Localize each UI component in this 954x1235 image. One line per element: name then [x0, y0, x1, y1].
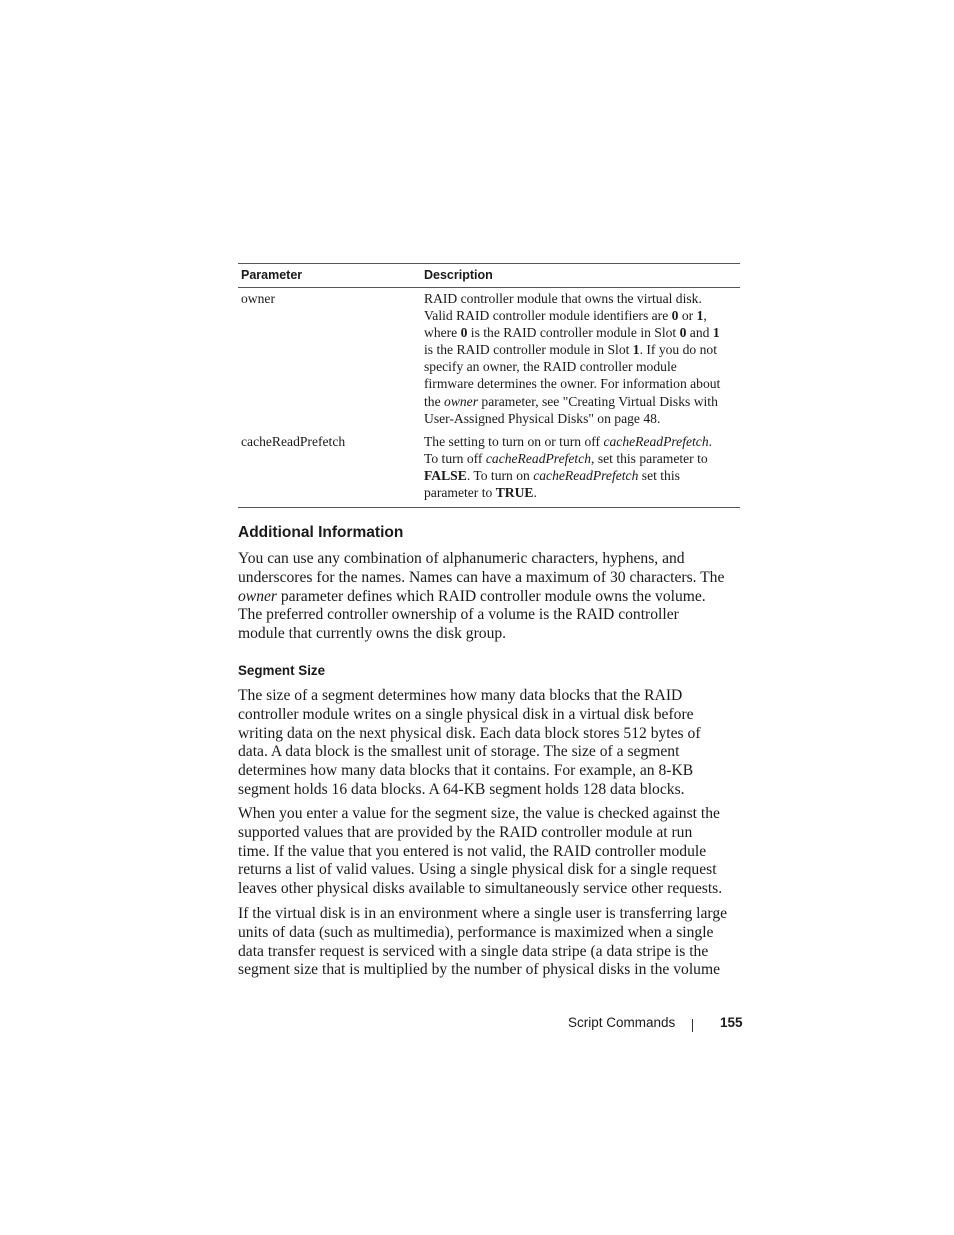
text-run: 0 — [460, 325, 468, 341]
param-name: cacheReadPrefetch — [238, 427, 421, 508]
text-run: controller module writes on a single physical disk in a virtual disk before — [238, 705, 694, 723]
text-run: the — [424, 393, 445, 409]
text-run: supported values that are provided by the RAID controller module at run — [238, 823, 693, 841]
text-run: 0 — [671, 308, 679, 324]
footer-section-title: Script Commands — [568, 1015, 676, 1030]
additional-information-heading: Additional Information — [238, 524, 404, 541]
text-run: The preferred controller ownership of a volume is the RAID controller — [238, 606, 679, 624]
text-run: . If you do not — [639, 342, 717, 358]
text-run: specify an owner, the RAID controller module — [424, 359, 677, 375]
text-line — [424, 410, 740, 427]
text-line — [424, 358, 740, 375]
text-line — [238, 924, 743, 943]
page-number: 155 — [720, 1015, 743, 1030]
segment-size-paragraph-1 — [238, 687, 743, 800]
segment-size-paragraph-2 — [238, 805, 743, 899]
text-run: parameter defines which RAID controller module owns the volume. — [276, 587, 706, 605]
text-line — [238, 861, 743, 880]
text-run: returns a list of valid values. Using a single physical disk for a single request — [238, 861, 717, 879]
text-run: is the RAID controller module in Slot — [424, 342, 633, 358]
text-run: User-Assigned Physical Disks" on page 48. — [424, 410, 661, 426]
text-line — [238, 706, 743, 725]
text-line — [238, 880, 743, 899]
param-name: owner — [241, 291, 275, 306]
text-run: data. A data block is the smallest unit of storage. The size of a segment — [238, 743, 680, 761]
text-run: , set this parameter to — [591, 450, 708, 466]
text-run: parameter, see "Creating Virtual Disks with — [478, 393, 718, 409]
text-run: Valid RAID controller module identifiers are — [424, 308, 672, 324]
text-run: The setting to turn on or turn off — [424, 433, 604, 449]
text-run: The size of a segment determines how many data blocks that the RAID — [238, 687, 683, 704]
text-run: cacheReadPrefetch — [603, 433, 709, 449]
text-run: writing data on the next physical disk. Each data block stores 512 bytes of — [238, 724, 701, 742]
text-run: time. If the value that you entered is not valid, the RAID controller module — [238, 842, 707, 860]
text-run: parameter to — [424, 485, 496, 501]
text-run: 1 — [632, 342, 640, 358]
text-run: RAID controller module that owns the virtual disk. — [424, 291, 702, 306]
text-line — [238, 905, 743, 924]
table-row — [238, 427, 740, 508]
text-line — [238, 781, 743, 800]
text-run: You can use any combination of alphanumeric characters, hyphens, and — [238, 550, 685, 567]
header-parameter: Parameter — [238, 264, 421, 288]
text-line — [424, 324, 740, 341]
text-run: cacheReadPrefetch — [533, 467, 639, 483]
footer-divider — [692, 1019, 693, 1032]
text-run: leaves other physical disks available to simultaneously service other requests. — [238, 880, 723, 898]
text-line — [238, 743, 743, 762]
text-line — [424, 307, 740, 324]
text-run: is the RAID controller module in Slot — [467, 325, 680, 341]
text-line — [238, 569, 743, 588]
text-line — [424, 290, 740, 307]
text-run: If the virtual disk is in an environment where a single user is transferring large — [238, 905, 728, 922]
text-run: . — [533, 485, 537, 501]
text-line — [238, 725, 743, 744]
text-run: 1 — [696, 308, 704, 324]
text-line — [424, 450, 740, 467]
text-line — [238, 843, 743, 862]
text-run: cacheReadPrefetch — [485, 450, 592, 466]
table-header-row — [238, 264, 740, 288]
text-line — [238, 606, 743, 625]
text-run: determines how many data blocks that it contains. For example, an 8-KB — [238, 762, 694, 780]
param-description — [421, 427, 740, 508]
segment-size-heading: Segment Size — [238, 663, 326, 678]
text-run: 1 — [712, 325, 720, 341]
text-line — [238, 824, 743, 843]
text-run: set this — [638, 467, 680, 483]
additional-information-paragraph — [238, 550, 743, 644]
text-line — [238, 550, 743, 569]
text-run: segment holds 16 data blocks. A 64-KB segment holds 128 data blocks. — [238, 780, 685, 798]
description-text — [424, 433, 740, 501]
text-line — [238, 805, 743, 824]
text-line — [238, 687, 743, 706]
text-run: where — [424, 325, 461, 341]
text-run: firmware determines the owner. For information about — [424, 376, 721, 392]
text-run: FALSE — [424, 467, 467, 483]
description-text — [424, 290, 740, 427]
text-run: . To turn on — [466, 467, 534, 483]
parameter-table — [238, 263, 740, 508]
text-run: To turn off — [424, 450, 486, 466]
text-line — [238, 588, 743, 607]
text-run: TRUE — [495, 485, 534, 501]
text-line — [424, 484, 740, 501]
table-row — [238, 288, 740, 427]
text-run: segment size that is multiplied by the number of physical disks in the volume — [238, 961, 721, 979]
text-run: and — [686, 325, 713, 341]
text-line — [424, 375, 740, 392]
text-line — [238, 943, 743, 962]
param-description — [421, 288, 740, 427]
text-run: When you enter a value for the segment size, the value is checked against the — [238, 805, 720, 822]
text-line — [424, 433, 740, 450]
text-run: data transfer request is serviced with a single data stripe (a data stripe is the — [238, 942, 709, 960]
text-run: or — [678, 308, 697, 324]
segment-size-paragraph-3 — [238, 905, 743, 980]
text-run: underscores for the names. Names can have a maximum of 30 characters. The — [238, 568, 725, 586]
text-run: owner — [444, 393, 478, 409]
text-run: module that currently owns the disk group. — [238, 625, 507, 643]
text-line — [238, 625, 743, 644]
text-line — [238, 961, 743, 980]
text-line — [424, 341, 740, 358]
text-line — [424, 467, 740, 484]
text-run: 0 — [679, 325, 687, 341]
text-run: owner — [238, 587, 277, 605]
text-run: units of data (such as multimedia), performance is maximized when a single — [238, 923, 714, 941]
text-run: , — [703, 308, 707, 324]
header-description: Description — [421, 264, 740, 288]
text-run: . — [708, 433, 713, 449]
text-line — [238, 762, 743, 781]
text-line — [424, 393, 740, 410]
